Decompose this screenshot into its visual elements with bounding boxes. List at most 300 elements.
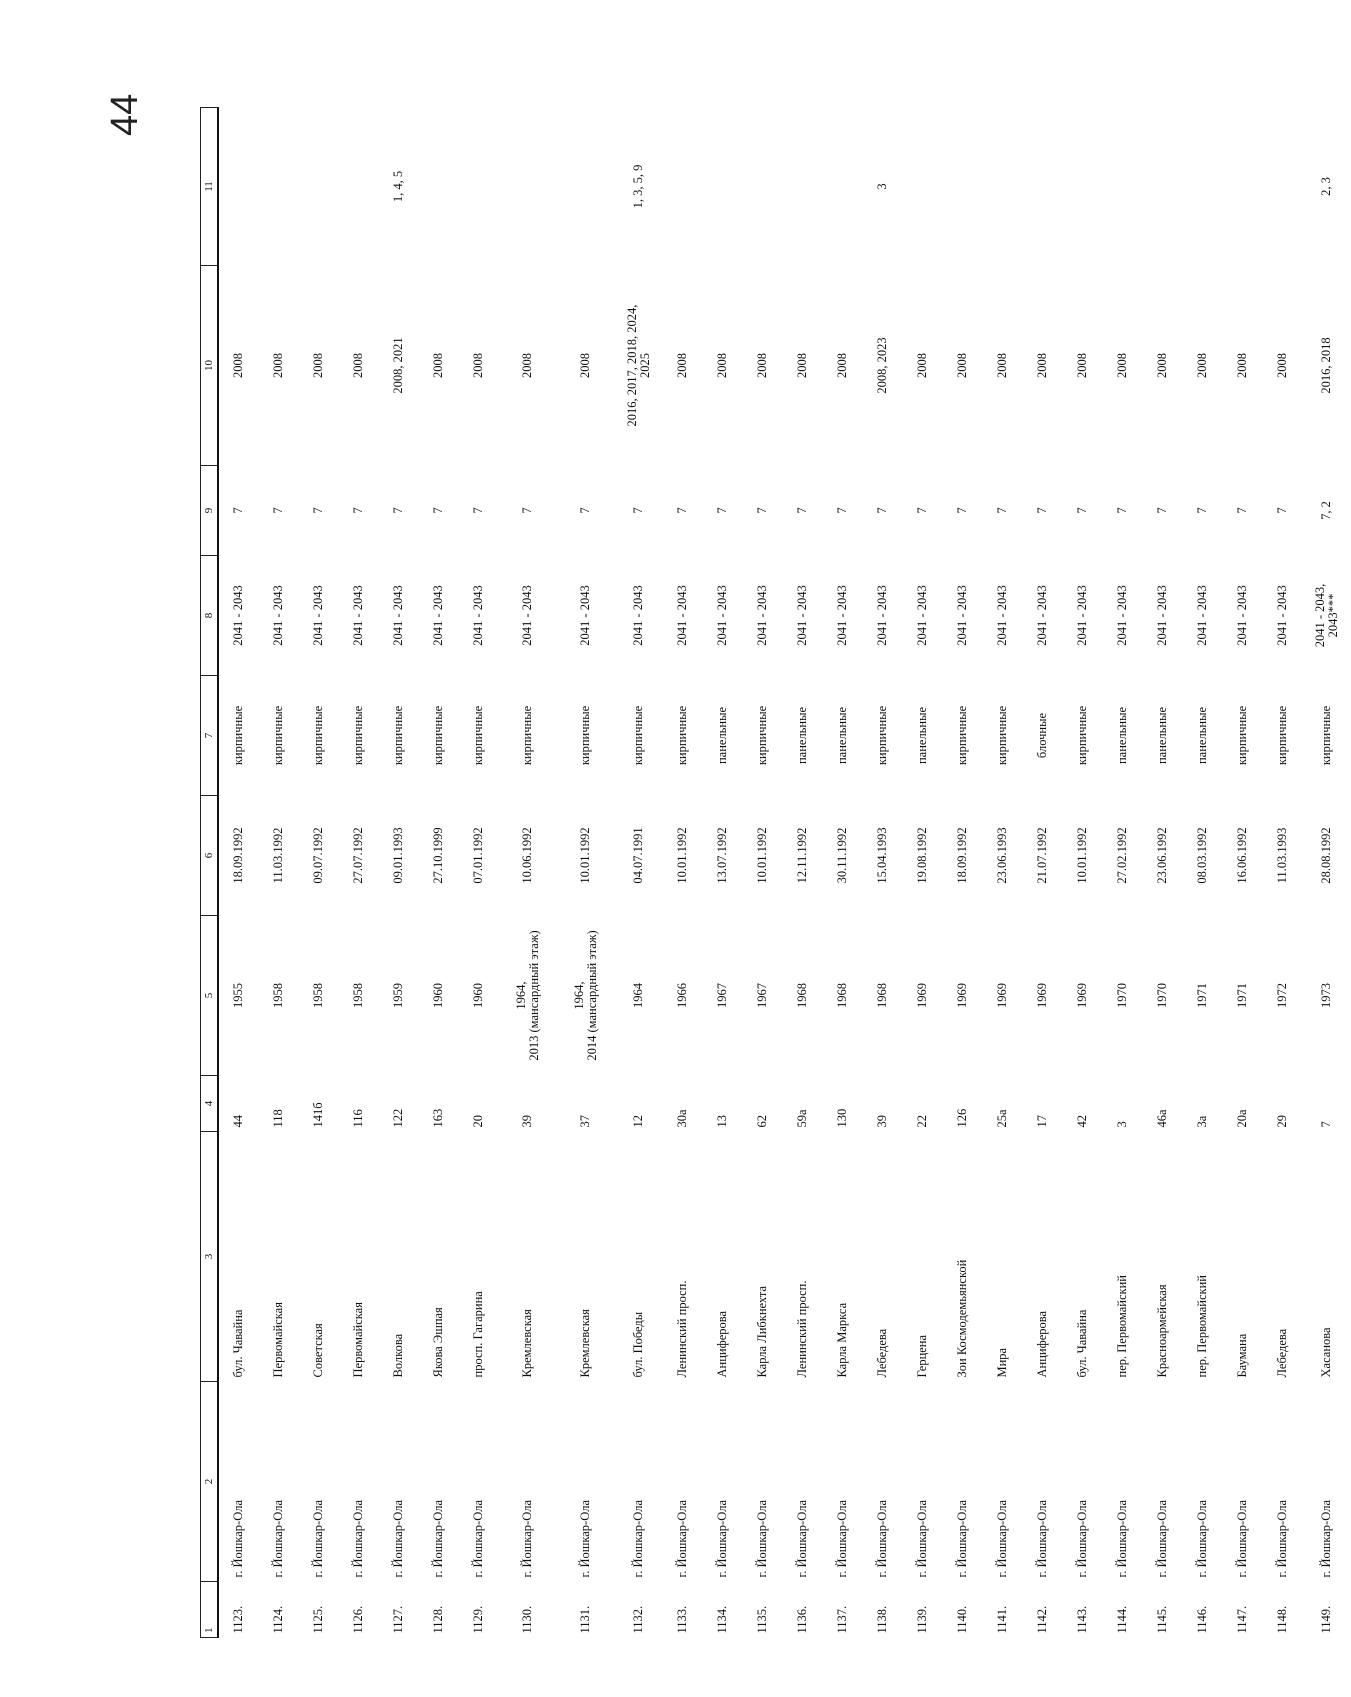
table-row	[743, 108, 783, 1638]
street-cell: пер. Первомайский	[1115, 1275, 1130, 1378]
repair-years-cell: 2008	[715, 353, 730, 378]
build-year-cell: 1964	[631, 983, 646, 1008]
street-cell: бул. Чавайна	[231, 1309, 246, 1378]
column-header-1: 1	[201, 1582, 219, 1638]
table-row	[339, 108, 379, 1638]
works-cell	[557, 108, 615, 266]
row-number: 1129.	[471, 1605, 486, 1634]
period-cell: 2041 - 2043	[995, 585, 1010, 646]
house-number-cell: 122	[391, 1108, 406, 1128]
street-cell: Кремлевская	[520, 1309, 535, 1378]
repair-years-cell: 2016, 2018	[1319, 337, 1334, 394]
period-cell: 2041 - 2043	[795, 585, 810, 646]
repair-years-cell: 2008	[915, 353, 930, 378]
code-cell: 7	[1035, 507, 1050, 514]
works-cell	[663, 108, 703, 266]
wall-material-cell: кирпичные	[675, 705, 690, 766]
build-year-cell: 1966	[675, 983, 690, 1008]
column-header-11: 11	[201, 108, 219, 266]
row-number: 1141.	[995, 1605, 1010, 1634]
wall-material-cell: кирпичные	[631, 705, 646, 766]
period-cell: 2041 - 2043	[835, 585, 850, 646]
code-cell: 7	[271, 507, 286, 514]
city-cell: г. Йошкар-Ола	[1155, 1499, 1170, 1578]
build-year-cell: 1971	[1195, 983, 1210, 1008]
build-year-cell: 1970	[1115, 983, 1130, 1008]
street-cell: Карла Либкнехта	[755, 1286, 770, 1378]
table-row	[983, 108, 1023, 1638]
repair-years-cell: 2008	[311, 353, 326, 378]
code-cell: 7, 2	[1319, 501, 1334, 520]
column-header-8: 8	[201, 556, 219, 676]
date-cell: 12.11.1992	[795, 827, 810, 884]
table-row	[419, 108, 459, 1638]
wall-material-cell: блочные	[1035, 712, 1050, 759]
table-row	[557, 108, 615, 1638]
works-cell	[1183, 108, 1223, 266]
code-cell: 7	[311, 507, 326, 514]
row-number: 1140.	[955, 1605, 970, 1634]
period-cell: 2041 - 2043	[431, 585, 446, 646]
period-cell: 2041 - 2043	[1035, 585, 1050, 646]
works-cell	[1143, 108, 1183, 266]
repair-years-cell: 2008	[431, 353, 446, 378]
street-cell: Хасанова	[1319, 1327, 1334, 1378]
works-cell	[823, 108, 863, 266]
date-cell: 10.06.1992	[520, 827, 535, 884]
repair-years-cell: 2008, 2023	[875, 337, 890, 394]
row-number: 1137.	[835, 1605, 850, 1634]
house-number-cell: 116	[351, 1109, 366, 1128]
row-number: 1145.	[1155, 1605, 1170, 1634]
table-row	[1103, 108, 1143, 1638]
row-number: 1142.	[1035, 1605, 1050, 1634]
row-number: 1149.	[1319, 1605, 1334, 1634]
code-cell: 7	[1075, 507, 1090, 514]
street-cell: Анциферова	[715, 1310, 730, 1378]
date-cell: 13.07.1992	[715, 827, 730, 884]
house-number-cell: 59а	[795, 1109, 810, 1128]
city-cell: г. Йошкар-Ола	[431, 1499, 446, 1578]
wall-material-cell: кирпичные	[431, 705, 446, 766]
repair-years-cell: 2008	[1035, 353, 1050, 378]
city-cell: г. Йошкар-Ола	[995, 1499, 1010, 1578]
build-year-cell: 1955	[231, 983, 246, 1008]
street-cell: Первомайская	[271, 1302, 286, 1378]
wall-material-cell: кирпичные	[955, 705, 970, 766]
street-cell: Советская	[311, 1323, 326, 1378]
period-cell: 2041 - 2043	[1195, 585, 1210, 646]
wall-material-cell: панельные	[715, 706, 730, 765]
street-cell: Зои Космодемьянской	[955, 1259, 970, 1378]
row-number: 1132.	[631, 1605, 646, 1634]
street-cell: Кремлевская	[578, 1309, 593, 1378]
house-number-cell: 37	[578, 1115, 593, 1128]
row-number: 1136.	[795, 1605, 810, 1634]
house-number-cell: 44	[231, 1115, 246, 1128]
city-cell: г. Йошкар-Ола	[1235, 1499, 1250, 1578]
column-header-9: 9	[201, 466, 219, 556]
build-year-cell: 1958	[271, 983, 286, 1008]
table-row	[863, 108, 903, 1638]
table-row	[499, 108, 557, 1638]
city-cell: г. Йошкар-Ола	[1115, 1499, 1130, 1578]
repair-years-cell: 2008	[835, 353, 850, 378]
table-body	[218, 108, 1351, 1638]
house-number-cell: 39	[520, 1115, 535, 1128]
house-number-cell: 130	[835, 1108, 850, 1128]
row-number: 1127.	[391, 1605, 406, 1634]
wall-material-cell: кирпичные	[1319, 705, 1334, 766]
repair-years-cell: 2008	[955, 353, 970, 378]
repair-years-cell: 2008	[755, 353, 770, 378]
column-header-10: 10	[201, 266, 219, 466]
date-cell: 19.08.1992	[915, 827, 930, 884]
repair-years-cell: 2008	[1195, 353, 1210, 378]
code-cell: 7	[955, 507, 970, 514]
street-cell: Ленинский просп.	[675, 1280, 690, 1378]
date-cell: 04.07.1991	[631, 827, 646, 884]
row-number: 1126.	[351, 1605, 366, 1634]
period-cell: 2041 - 2043	[715, 585, 730, 646]
repair-years-cell: 2016, 2017, 2018, 2024, 2025	[624, 304, 652, 427]
code-cell: 7	[875, 507, 890, 514]
wall-material-cell: кирпичные	[1075, 705, 1090, 766]
date-cell: 15.04.1993	[875, 827, 890, 884]
house-number-cell: 12	[631, 1115, 646, 1128]
works-cell	[703, 108, 743, 266]
works-cell	[1103, 108, 1143, 266]
street-cell: Ленинский просп.	[795, 1280, 810, 1378]
build-year-cell: 1958	[351, 983, 366, 1008]
row-number: 1135.	[755, 1605, 770, 1634]
repair-years-cell: 2008	[675, 353, 690, 378]
works-cell	[459, 108, 499, 266]
table-row	[1063, 108, 1103, 1638]
city-cell: г. Йошкар-Ола	[795, 1499, 810, 1578]
repair-years-cell: 2008	[995, 353, 1010, 378]
wall-material-cell: панельные	[1115, 706, 1130, 765]
table-row	[379, 108, 419, 1638]
city-cell: г. Йошкар-Ола	[715, 1499, 730, 1578]
build-year-cell: 1969	[1035, 983, 1050, 1008]
code-cell: 7	[835, 507, 850, 514]
date-cell: 08.03.1992	[1195, 827, 1210, 884]
house-number-cell: 46а	[1155, 1109, 1170, 1128]
code-cell: 7	[520, 507, 535, 514]
repair-years-cell: 2008	[231, 353, 246, 378]
build-year-cell: 1969	[915, 983, 930, 1008]
repair-years-cell: 2008	[1115, 353, 1130, 378]
date-cell: 23.06.1993	[995, 827, 1010, 884]
street-cell: просп. Гагарина	[471, 1291, 486, 1378]
date-cell: 10.01.1992	[578, 827, 593, 884]
date-cell: 27.07.1992	[351, 827, 366, 884]
street-cell: Баумана	[1235, 1333, 1250, 1378]
code-cell: 7	[471, 507, 486, 514]
table-row	[615, 108, 663, 1638]
table-row	[299, 108, 339, 1638]
city-cell: г. Йошкар-Ола	[391, 1499, 406, 1578]
street-cell: Мира	[995, 1347, 1010, 1378]
works-cell: 1, 4, 5	[391, 170, 406, 203]
wall-material-cell: панельные	[1155, 706, 1170, 765]
city-cell: г. Йошкар-Ола	[631, 1499, 646, 1578]
wall-material-cell: кирпичные	[755, 705, 770, 766]
street-cell: бул. Победы	[631, 1311, 646, 1378]
wall-material-cell: кирпичные	[231, 705, 246, 766]
date-cell: 10.01.1992	[755, 827, 770, 884]
build-year-cell: 1960	[431, 983, 446, 1008]
works-cell	[218, 108, 259, 266]
period-cell: 2041 - 2043	[915, 585, 930, 646]
repair-years-cell: 2008	[795, 353, 810, 378]
street-cell: пер. Первомайский	[1195, 1275, 1210, 1378]
street-cell: Герцена	[915, 1334, 930, 1378]
row-number: 1146.	[1195, 1605, 1210, 1634]
wall-material-cell: кирпичные	[351, 705, 366, 766]
build-year-cell: 1969	[955, 983, 970, 1008]
period-cell: 2041 - 2043	[231, 585, 246, 646]
build-year-cell: 1969	[1075, 983, 1090, 1008]
repair-years-cell: 2008	[520, 353, 535, 378]
wall-material-cell: панельные	[915, 706, 930, 765]
row-number: 1125.	[311, 1605, 326, 1634]
works-cell	[1263, 108, 1303, 266]
code-cell: 7	[795, 507, 810, 514]
house-number-cell: 118	[271, 1109, 286, 1128]
house-number-cell: 42	[1075, 1115, 1090, 1128]
code-cell: 7	[995, 507, 1010, 514]
period-cell: 2041 - 2043	[1115, 585, 1130, 646]
code-cell: 7	[231, 507, 246, 514]
works-cell	[1223, 108, 1263, 266]
table-row	[1143, 108, 1183, 1638]
period-cell: 2041 - 2043	[1155, 585, 1170, 646]
build-year-cell: 1964, 2013 (мансардный этаж)	[513, 930, 541, 1061]
date-cell: 18.09.1992	[231, 827, 246, 884]
city-cell: г. Йошкар-Ола	[755, 1499, 770, 1578]
build-year-cell: 1968	[835, 983, 850, 1008]
code-cell: 7	[431, 507, 446, 514]
row-number: 1148.	[1275, 1605, 1290, 1634]
city-cell: г. Йошкар-Ола	[835, 1499, 850, 1578]
street-cell: Лебедева	[1275, 1328, 1290, 1378]
city-cell: г. Йошкар-Ола	[311, 1499, 326, 1578]
city-cell: г. Йошкар-Ола	[1035, 1499, 1050, 1578]
period-cell: 2041 - 2043	[311, 585, 326, 646]
city-cell: г. Йошкар-Ола	[1075, 1499, 1090, 1578]
works-cell	[419, 108, 459, 266]
table-row	[943, 108, 983, 1638]
city-cell: г. Йошкар-Ола	[231, 1499, 246, 1578]
street-cell: Красноармейская	[1155, 1284, 1170, 1378]
column-header-4: 4	[201, 1076, 219, 1132]
row-number: 1134.	[715, 1605, 730, 1634]
table-row	[1263, 108, 1303, 1638]
wall-material-cell: кирпичные	[520, 705, 535, 766]
build-year-cell: 1958	[311, 983, 326, 1008]
house-number-cell: 126	[955, 1108, 970, 1128]
house-number-cell: 13	[715, 1115, 730, 1128]
street-cell: Лебедева	[875, 1328, 890, 1378]
repair-years-cell: 2008	[351, 353, 366, 378]
code-cell: 7	[351, 507, 366, 514]
city-cell: г. Йошкар-Ола	[875, 1499, 890, 1578]
row-number: 1130.	[520, 1605, 535, 1634]
wall-material-cell: кирпичные	[471, 705, 486, 766]
date-cell: 27.02.1992	[1115, 827, 1130, 884]
repair-years-cell: 2008, 2021	[391, 337, 406, 394]
build-year-cell: 1969	[995, 983, 1010, 1008]
code-cell: 7	[1235, 507, 1250, 514]
house-number-cell: 163	[431, 1108, 446, 1128]
works-cell	[783, 108, 823, 266]
table-row	[218, 108, 259, 1638]
build-year-cell: 1967	[755, 983, 770, 1008]
house-number-cell: 30а	[675, 1109, 690, 1128]
build-year-cell: 1960	[471, 983, 486, 1008]
repair-years-cell: 2008	[1075, 353, 1090, 378]
house-number-cell: 3а	[1195, 1115, 1210, 1128]
city-cell: г. Йошкар-Ола	[915, 1499, 930, 1578]
build-year-cell: 1972	[1275, 983, 1290, 1008]
wall-material-cell: панельные	[835, 706, 850, 765]
street-cell: Анциферова	[1035, 1310, 1050, 1378]
column-header-3: 3	[201, 1132, 219, 1382]
city-cell: г. Йошкар-Ола	[675, 1499, 690, 1578]
table-row	[1303, 108, 1351, 1638]
period-cell: 2041 - 2043	[520, 585, 535, 646]
date-cell: 11.03.1993	[1275, 827, 1290, 884]
table-row	[1183, 108, 1223, 1638]
date-cell: 10.01.1992	[675, 827, 690, 884]
wall-material-cell: кирпичные	[311, 705, 326, 766]
period-cell: 2041 - 2043	[1075, 585, 1090, 646]
date-cell: 16.06.1992	[1235, 827, 1250, 884]
city-cell: г. Йошкар-Ола	[271, 1499, 286, 1578]
row-number: 1124.	[271, 1605, 286, 1634]
house-number-cell: 39	[875, 1115, 890, 1128]
date-cell: 11.03.1992	[271, 827, 286, 884]
wall-material-cell: кирпичные	[1275, 705, 1290, 766]
date-cell: 09.07.1992	[311, 827, 326, 884]
table-row	[1223, 108, 1263, 1638]
page-number: 44	[104, 93, 146, 136]
date-cell: 18.09.1992	[955, 827, 970, 884]
date-cell: 28.08.1992	[1319, 827, 1334, 884]
street-cell: Карла Маркса	[835, 1302, 850, 1378]
period-cell: 2041 - 2043	[875, 585, 890, 646]
street-cell: Первомайская	[351, 1302, 366, 1378]
works-cell: 2, 3	[1319, 177, 1334, 196]
works-cell	[259, 108, 299, 266]
build-year-cell: 1973	[1319, 983, 1334, 1008]
row-number: 1123.	[231, 1605, 246, 1634]
build-year-cell: 1970	[1155, 983, 1170, 1008]
table-row	[663, 108, 703, 1638]
period-cell: 2041 - 2043	[955, 585, 970, 646]
works-cell	[903, 108, 943, 266]
row-number: 1131.	[578, 1605, 593, 1634]
period-cell: 2041 - 2043	[1275, 585, 1290, 646]
build-year-cell: 1968	[875, 983, 890, 1008]
housing-register-table	[200, 107, 1351, 1638]
city-cell: г. Йошкар-Ола	[1319, 1499, 1334, 1578]
code-cell: 7	[715, 507, 730, 514]
code-cell: 7	[915, 507, 930, 514]
wall-material-cell: панельные	[795, 706, 810, 765]
repair-years-cell: 2008	[1155, 353, 1170, 378]
repair-years-cell: 2008	[471, 353, 486, 378]
wall-material-cell: кирпичные	[875, 705, 890, 766]
column-header-2: 2	[201, 1382, 219, 1582]
table-row	[1023, 108, 1063, 1638]
city-cell: г. Йошкар-Ола	[578, 1499, 593, 1578]
house-number-cell: 20	[471, 1115, 486, 1128]
house-number-cell: 25а	[995, 1109, 1010, 1128]
table-row	[783, 108, 823, 1638]
wall-material-cell: кирпичные	[271, 705, 286, 766]
street-cell: Якова Эшпая	[431, 1307, 446, 1378]
column-header-5: 5	[201, 916, 219, 1076]
street-cell: Волкова	[391, 1333, 406, 1378]
row-number: 1143.	[1075, 1605, 1090, 1634]
city-cell: г. Йошкар-Ола	[351, 1499, 366, 1578]
house-number-cell: 20а	[1235, 1109, 1250, 1128]
code-cell: 7	[631, 507, 646, 514]
rotated-table-container	[200, 108, 1340, 1638]
period-cell: 2041 - 2043	[351, 585, 366, 646]
city-cell: г. Йошкар-Ола	[1275, 1499, 1290, 1578]
table-row	[903, 108, 943, 1638]
date-cell: 30.11.1992	[835, 827, 850, 884]
period-cell: 2041 - 2043	[391, 585, 406, 646]
period-cell: 2041 - 2043, 2043***	[1312, 583, 1340, 648]
works-cell	[339, 108, 379, 266]
code-cell: 7	[755, 507, 770, 514]
code-cell: 7	[1115, 507, 1130, 514]
table-row	[259, 108, 299, 1638]
period-cell: 2041 - 2043	[755, 585, 770, 646]
table-row	[459, 108, 499, 1638]
wall-material-cell: кирпичные	[1235, 705, 1250, 766]
period-cell: 2041 - 2043	[578, 585, 593, 646]
city-cell: г. Йошкар-Ола	[955, 1499, 970, 1578]
code-cell: 7	[391, 507, 406, 514]
code-cell: 7	[1275, 507, 1290, 514]
house-number-cell: 62	[755, 1115, 770, 1128]
period-cell: 2041 - 2043	[1235, 585, 1250, 646]
repair-years-cell: 2008	[578, 353, 593, 378]
row-number: 1128.	[431, 1605, 446, 1634]
works-cell: 1, 3, 5, 9	[631, 164, 646, 209]
repair-years-cell: 2008	[1235, 353, 1250, 378]
repair-years-cell: 2008	[1275, 353, 1290, 378]
code-cell: 7	[1155, 507, 1170, 514]
build-year-cell: 1968	[795, 983, 810, 1008]
works-cell: 3	[875, 183, 890, 190]
works-cell	[943, 108, 983, 266]
period-cell: 2041 - 2043	[471, 585, 486, 646]
column-header-6: 6	[201, 796, 219, 916]
house-number-cell: 22	[915, 1115, 930, 1128]
build-year-cell: 1964, 2014 (мансардный этаж)	[571, 930, 599, 1061]
house-number-cell: 17	[1035, 1115, 1050, 1128]
date-cell: 21.07.1992	[1035, 827, 1050, 884]
house-number-cell: 3	[1115, 1121, 1130, 1128]
date-cell: 23.06.1992	[1155, 827, 1170, 884]
